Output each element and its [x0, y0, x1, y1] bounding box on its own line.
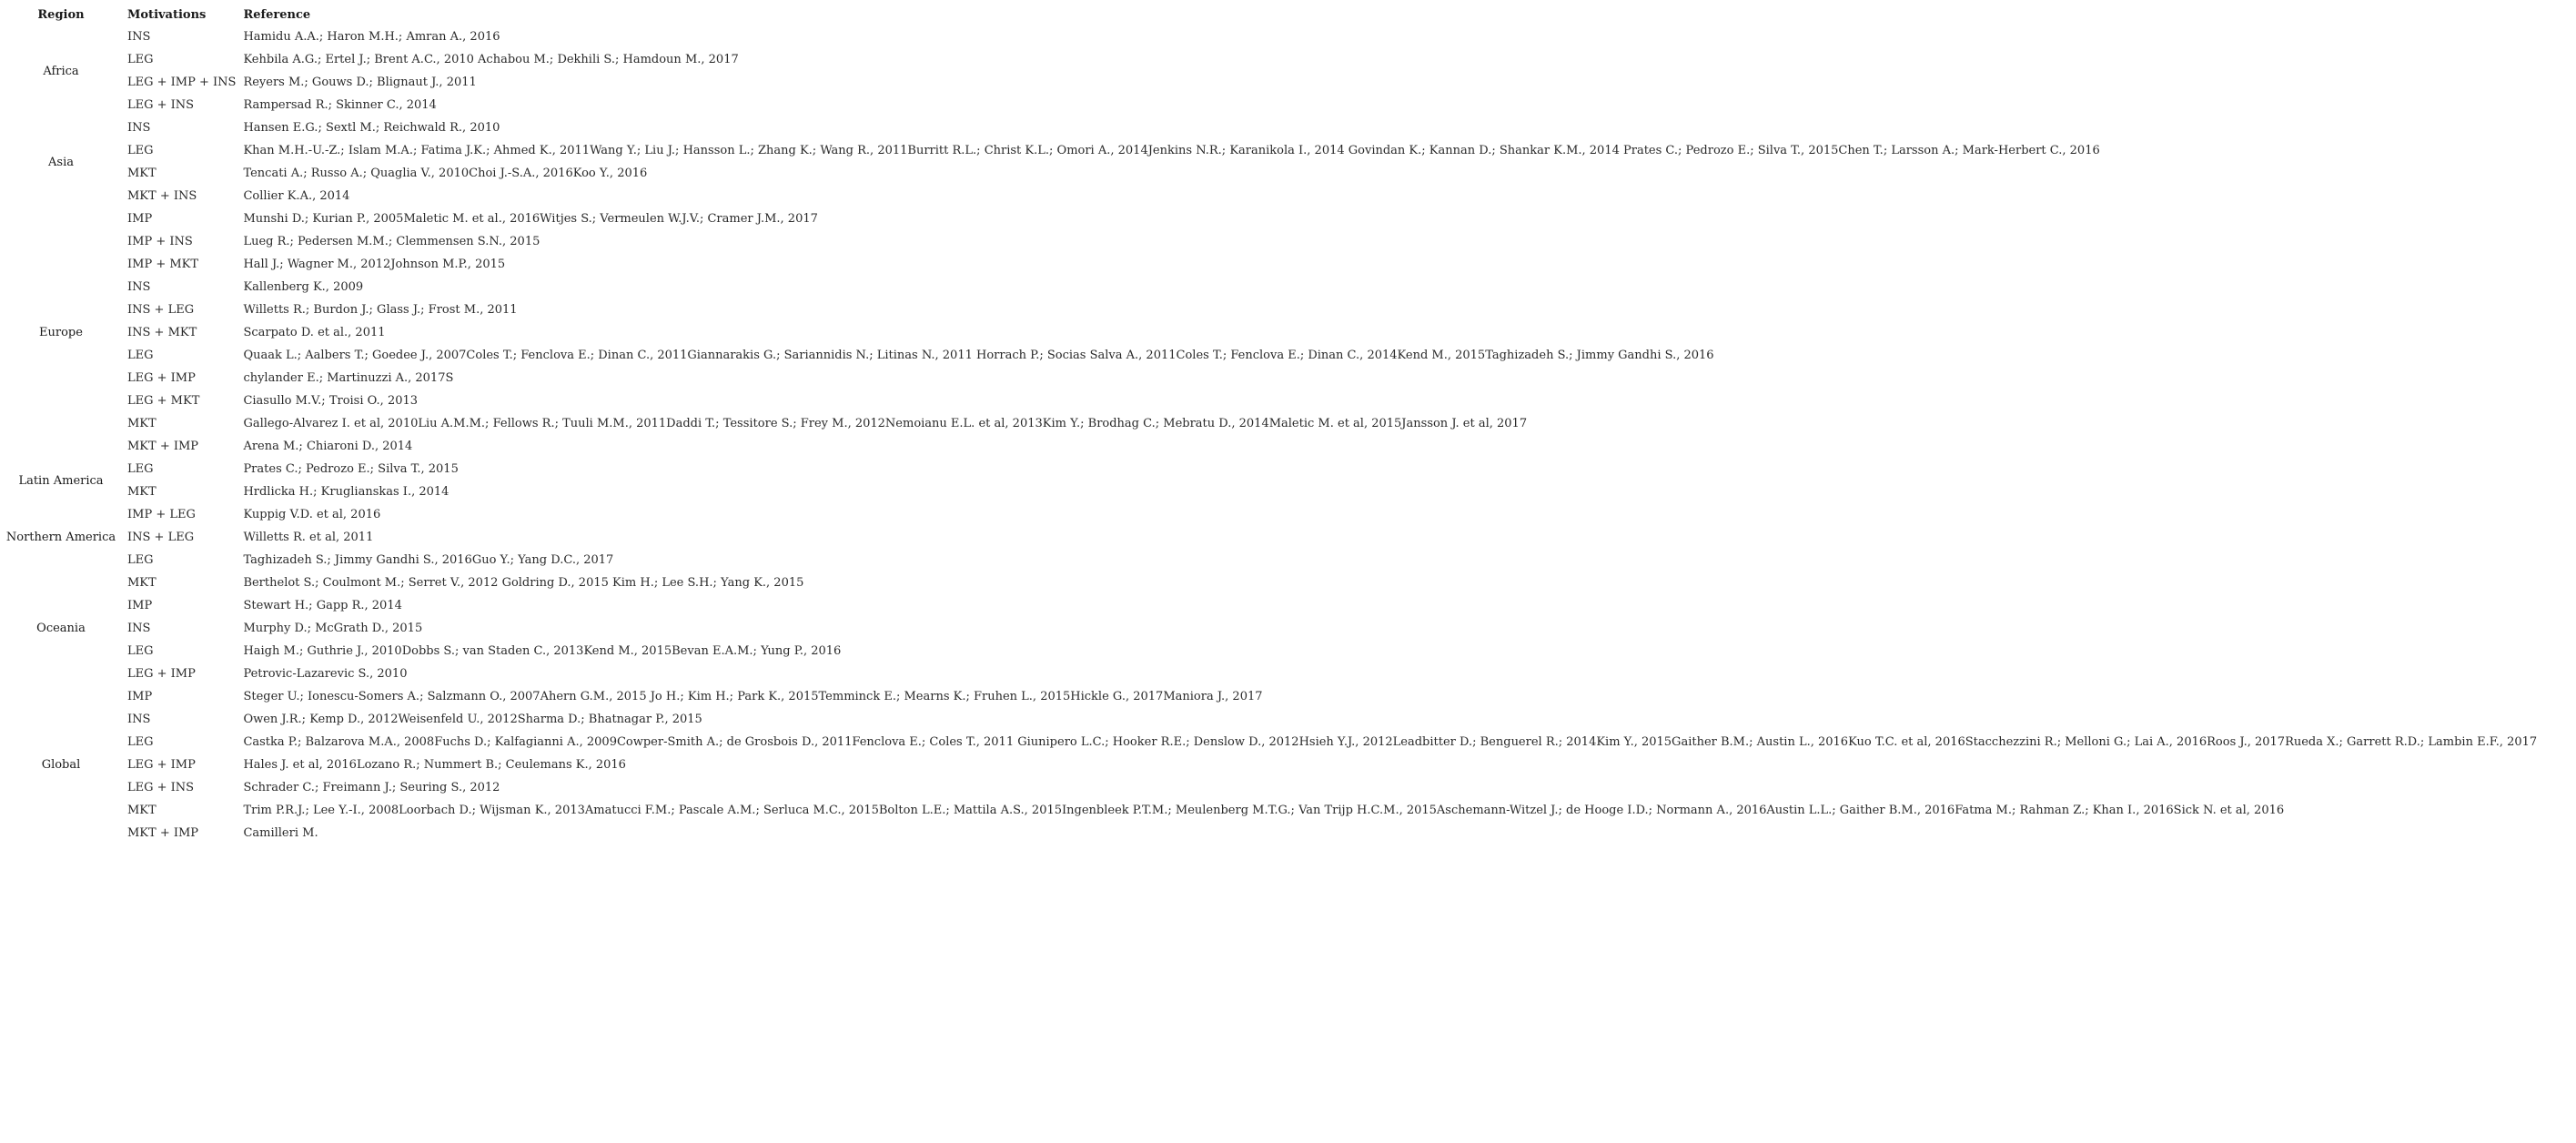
- reference-cell: Reyers M.; Gouws D.; Blignaut J., 2011: [243, 76, 477, 89]
- motivation-cell: IMP + INS: [127, 235, 193, 248]
- table-row: [2, 754, 2544, 776]
- table-row: [2, 25, 2544, 48]
- reference-cell: Steger U.; Ionescu-Somers A.; Salzmann O., 2007Ahern G.M., 2015 Jo H.; Kim H.; Park K., 2015Temminck E.; Mearns K.; Fruhen L., 2015Hickle G., 2017Maniora J., 2017: [243, 690, 1263, 703]
- reference-cell: chylander E.; Martinuzzi A., 2017S: [243, 371, 454, 385]
- reference-cell: Berthelot S.; Coulmont M.; Serret V., 2012 Goldring D., 2015 Kim H.; Lee S.H.; Yang K., 2015: [243, 576, 804, 590]
- reference-cell: Quaak L.; Aalbers T.; Goedee J., 2007Coles T.; Fenclova E.; Dinan C., 2011Giannarakis G.; Sariannidis N.; Litinas N., 2011 Horrach P.; Socias Salva A., 2011Coles T.; Fenclova E.; Dinan C., 2014Kend M., 2015Taghizadeh S.; Jimmy Gandhi S., 2016: [243, 349, 1714, 362]
- header-reference: Reference: [243, 8, 311, 22]
- reference-cell: Schrader C.; Freimann J.; Seuring S., 2012: [243, 781, 500, 794]
- motivation-cell: MKT: [127, 417, 157, 430]
- motivation-cell: LEG + IMP: [127, 758, 196, 772]
- table-header: [2, 5, 2544, 25]
- table-row: [2, 776, 2544, 799]
- reference-cell: Gallego-Alvarez I. et al, 2010Liu A.M.M.; Fellows R.; Tuuli M.M., 2011Daddi T.; Tessitore S.; Frey M., 2012Nemoianu E.L. et al, 2013Kim Y.; Brodhag C.; Mebratu D., 2014Maletic M. et al, 2015Jansson J. et al, 2017: [243, 417, 1528, 430]
- region-cell: Africa: [43, 64, 79, 78]
- motivation-cell: IMP + LEG: [127, 508, 196, 521]
- table-row: [2, 230, 2544, 253]
- motivation-cell: MKT + IMP: [127, 826, 199, 840]
- reference-cell: Camilleri M.: [243, 826, 318, 840]
- reference-cell: Tencati A.; Russo A.; Quaglia V., 2010Choi J.-S.A., 2016Koo Y., 2016: [243, 167, 648, 180]
- table-row: [2, 799, 2544, 822]
- table-row: [2, 253, 2544, 276]
- table-row: [2, 685, 2544, 708]
- table-row: [2, 617, 2544, 640]
- region-cell: Latin America: [18, 473, 104, 488]
- reference-cell: Kehbila A.G.; Ertel J.; Brent A.C., 2010 Achabou M.; Dekhili S.; Hamdoun M., 2017: [243, 53, 739, 66]
- table-row: [2, 321, 2544, 344]
- header-region: Region: [37, 8, 85, 22]
- motivation-cell: INS: [127, 30, 151, 44]
- reference-cell: Khan M.H.-U.-Z.; Islam M.A.; Fatima J.K.; Ahmed K., 2011Wang Y.; Liu J.; Hansson L.; Zhang K.; Wang R., 2011Burritt R.L.; Christ K.L.; Omori A., 2014Jenkins N.R.; Karanikola I., 2014 Govindan K.; Kannan D.; Shankar K.M., 2014 Prates C.; Pedrozo E.; Silva T., 2015Chen T.; Larsson A.; Mark-Herbert C., 2016: [243, 144, 2100, 157]
- reference-cell: Trim P.R.J.; Lee Y.-I., 2008Loorbach D.; Wijsman K., 2013Amatucci F.M.; Pascale A.M.; Serluca M.C., 2015Bolton L.E.; Mattila A.S., 2015Ingenbleek P.T.M.; Meulenberg M.T.G.; Van Trijp H.C.M., 2015Aschemann-Witzel J.; de Hooge I.D.; Normann A., 2016Austin L.L.; Gaither B.M., 2016Fatma M.; Rahman Z.; Khan I., 2016Sick N. et al, 2016: [243, 804, 2285, 817]
- reference-cell: Owen J.R.; Kemp D., 2012Weisenfeld U., 2012Sharma D.; Bhatnagar P., 2015: [243, 713, 702, 726]
- reference-cell: Prates C.; Pedrozo E.; Silva T., 2015: [243, 462, 459, 476]
- motivation-cell: INS: [127, 121, 151, 135]
- table-row: [2, 48, 2544, 71]
- motivation-cell: MKT: [127, 485, 157, 499]
- table-row: [2, 389, 2544, 412]
- table-row: [2, 412, 2544, 435]
- motivation-cell: LEG: [127, 735, 154, 749]
- table-row: [2, 344, 2544, 367]
- table-row: [2, 185, 2544, 207]
- table-row: [2, 663, 2544, 685]
- reference-cell: Haigh M.; Guthrie J., 2010Dobbs S.; van Staden C., 2013Kend M., 2015Bevan E.A.M.; Yung P., 2016: [243, 644, 842, 658]
- motivation-cell: LEG: [127, 53, 154, 66]
- reference-cell: Taghizadeh S.; Jimmy Gandhi S., 2016Guo Y.; Yang D.C., 2017: [243, 553, 614, 567]
- motivation-cell: LEG + MKT: [127, 394, 200, 408]
- reference-cell: Scarpato D. et al., 2011: [243, 326, 386, 339]
- table-row: [2, 594, 2544, 617]
- table-row: [2, 731, 2544, 754]
- table-row: [2, 162, 2544, 185]
- table-row: [2, 822, 2544, 845]
- table-row: [2, 458, 2544, 480]
- motivation-cell: IMP + MKT: [127, 258, 199, 271]
- table-row: [2, 526, 2544, 549]
- motivation-cell: LEG: [127, 144, 154, 157]
- table-row: [2, 503, 2544, 526]
- table-row: [2, 139, 2544, 162]
- table-row: [2, 367, 2544, 389]
- reference-cell: Lueg R.; Pedersen M.M.; Clemmensen S.N., 2015: [243, 235, 540, 248]
- motivation-cell: MKT: [127, 804, 157, 817]
- motivation-cell: IMP: [127, 690, 153, 703]
- table-row: [2, 435, 2544, 458]
- motivation-cell: LEG: [127, 553, 154, 567]
- reference-cell: Stewart H.; Gapp R., 2014: [243, 599, 402, 612]
- reference-table: [2, 5, 2544, 845]
- reference-cell: Kallenberg K., 2009: [243, 280, 364, 294]
- table-row: [2, 298, 2544, 321]
- reference-cell: Willetts R.; Burdon J.; Glass J.; Frost M., 2011: [243, 303, 518, 317]
- motivation-cell: LEG + INS: [127, 98, 195, 112]
- region-cell: Global: [41, 758, 81, 772]
- reference-cell: Kuppig V.D. et al, 2016: [243, 508, 381, 521]
- motivation-cell: LEG + INS: [127, 781, 195, 794]
- motivation-cell: IMP: [127, 599, 153, 612]
- region-cell: Asia: [48, 155, 74, 169]
- reference-cell: Hamidu A.A.; Haron M.H.; Amran A., 2016: [243, 30, 500, 44]
- reference-cell: Collier K.A., 2014: [243, 189, 350, 203]
- table-row: [2, 640, 2544, 663]
- reference-cell: Willetts R. et al, 2011: [243, 531, 374, 544]
- motivation-cell: MKT + IMP: [127, 440, 199, 453]
- motivation-cell: LEG + IMP: [127, 371, 196, 385]
- reference-cell: Hall J.; Wagner M., 2012Johnson M.P., 2015: [243, 258, 506, 271]
- table-row: [2, 549, 2544, 572]
- region-cell: Europe: [39, 326, 83, 339]
- motivation-cell: MKT: [127, 576, 157, 590]
- motivation-cell: INS + LEG: [127, 303, 195, 317]
- reference-cell: Rampersad R.; Skinner C., 2014: [243, 98, 437, 112]
- reference-cell: Ciasullo M.V.; Troisi O., 2013: [243, 394, 419, 408]
- motivation-cell: LEG + IMP + INS: [127, 76, 237, 89]
- motivation-cell: INS: [127, 713, 151, 726]
- motivation-cell: MKT: [127, 167, 157, 180]
- motivation-cell: INS + LEG: [127, 531, 195, 544]
- table-row: [2, 276, 2544, 298]
- motivation-cell: INS: [127, 280, 151, 294]
- region-cell: Northern America: [5, 531, 116, 544]
- motivation-cell: INS + MKT: [127, 326, 197, 339]
- table-row: [2, 94, 2544, 116]
- region-cell: Oceania: [36, 622, 86, 635]
- table-row: [2, 572, 2544, 594]
- motivation-cell: LEG: [127, 462, 154, 476]
- reference-cell: Petrovic-Lazarevic S., 2010: [243, 667, 408, 681]
- reference-cell: Murphy D.; McGrath D., 2015: [243, 622, 423, 635]
- motivation-cell: IMP: [127, 212, 153, 226]
- reference-cell: Hansen E.G.; Sextl M.; Reichwald R., 2010: [243, 121, 500, 135]
- motivation-cell: LEG + IMP: [127, 667, 196, 681]
- header-row: [2, 5, 2544, 25]
- table-body: [2, 25, 2544, 845]
- table-row: [2, 207, 2544, 230]
- motivation-cell: MKT + INS: [127, 189, 197, 203]
- header-motivations: Motivations: [127, 8, 207, 22]
- reference-cell: Hales J. et al, 2016Lozano R.; Nummert B.; Ceulemans K., 2016: [243, 758, 626, 772]
- reference-cell: Hrdlicka H.; Kruglianskas I., 2014: [243, 485, 450, 499]
- reference-cell: Arena M.; Chiaroni D., 2014: [243, 440, 413, 453]
- table-row: [2, 480, 2544, 503]
- table-row: [2, 116, 2544, 139]
- reference-cell: Castka P.; Balzarova M.A., 2008Fuchs D.; Kalfagianni A., 2009Cowper-Smith A.; de Grosbois D., 2011Fenclova E.; Coles T., 2011 Giunipero L.C.; Hooker R.E.; Denslow D., 2012Hsieh Y.J., 2012Leadbitter D.; Benguerel R.; 2014Kim Y., 2015Gaither B.M.; Austin L., 2016Kuo T.C. et al, 2016Stacchezzini R.; Melloni G.; Lai A., 2016Roos J., 2017Rueda X.; Garrett R.D.; Lambin E.F., 2017: [243, 735, 2538, 749]
- table-row: [2, 71, 2544, 94]
- motivation-cell: INS: [127, 622, 151, 635]
- reference-cell: Munshi D.; Kurian P., 2005Maletic M. et al., 2016Witjes S.; Vermeulen W.J.V.; Cramer J.M., 2017: [243, 212, 818, 226]
- motivation-cell: LEG: [127, 644, 154, 658]
- table-row: [2, 708, 2544, 731]
- motivation-cell: LEG: [127, 349, 154, 362]
